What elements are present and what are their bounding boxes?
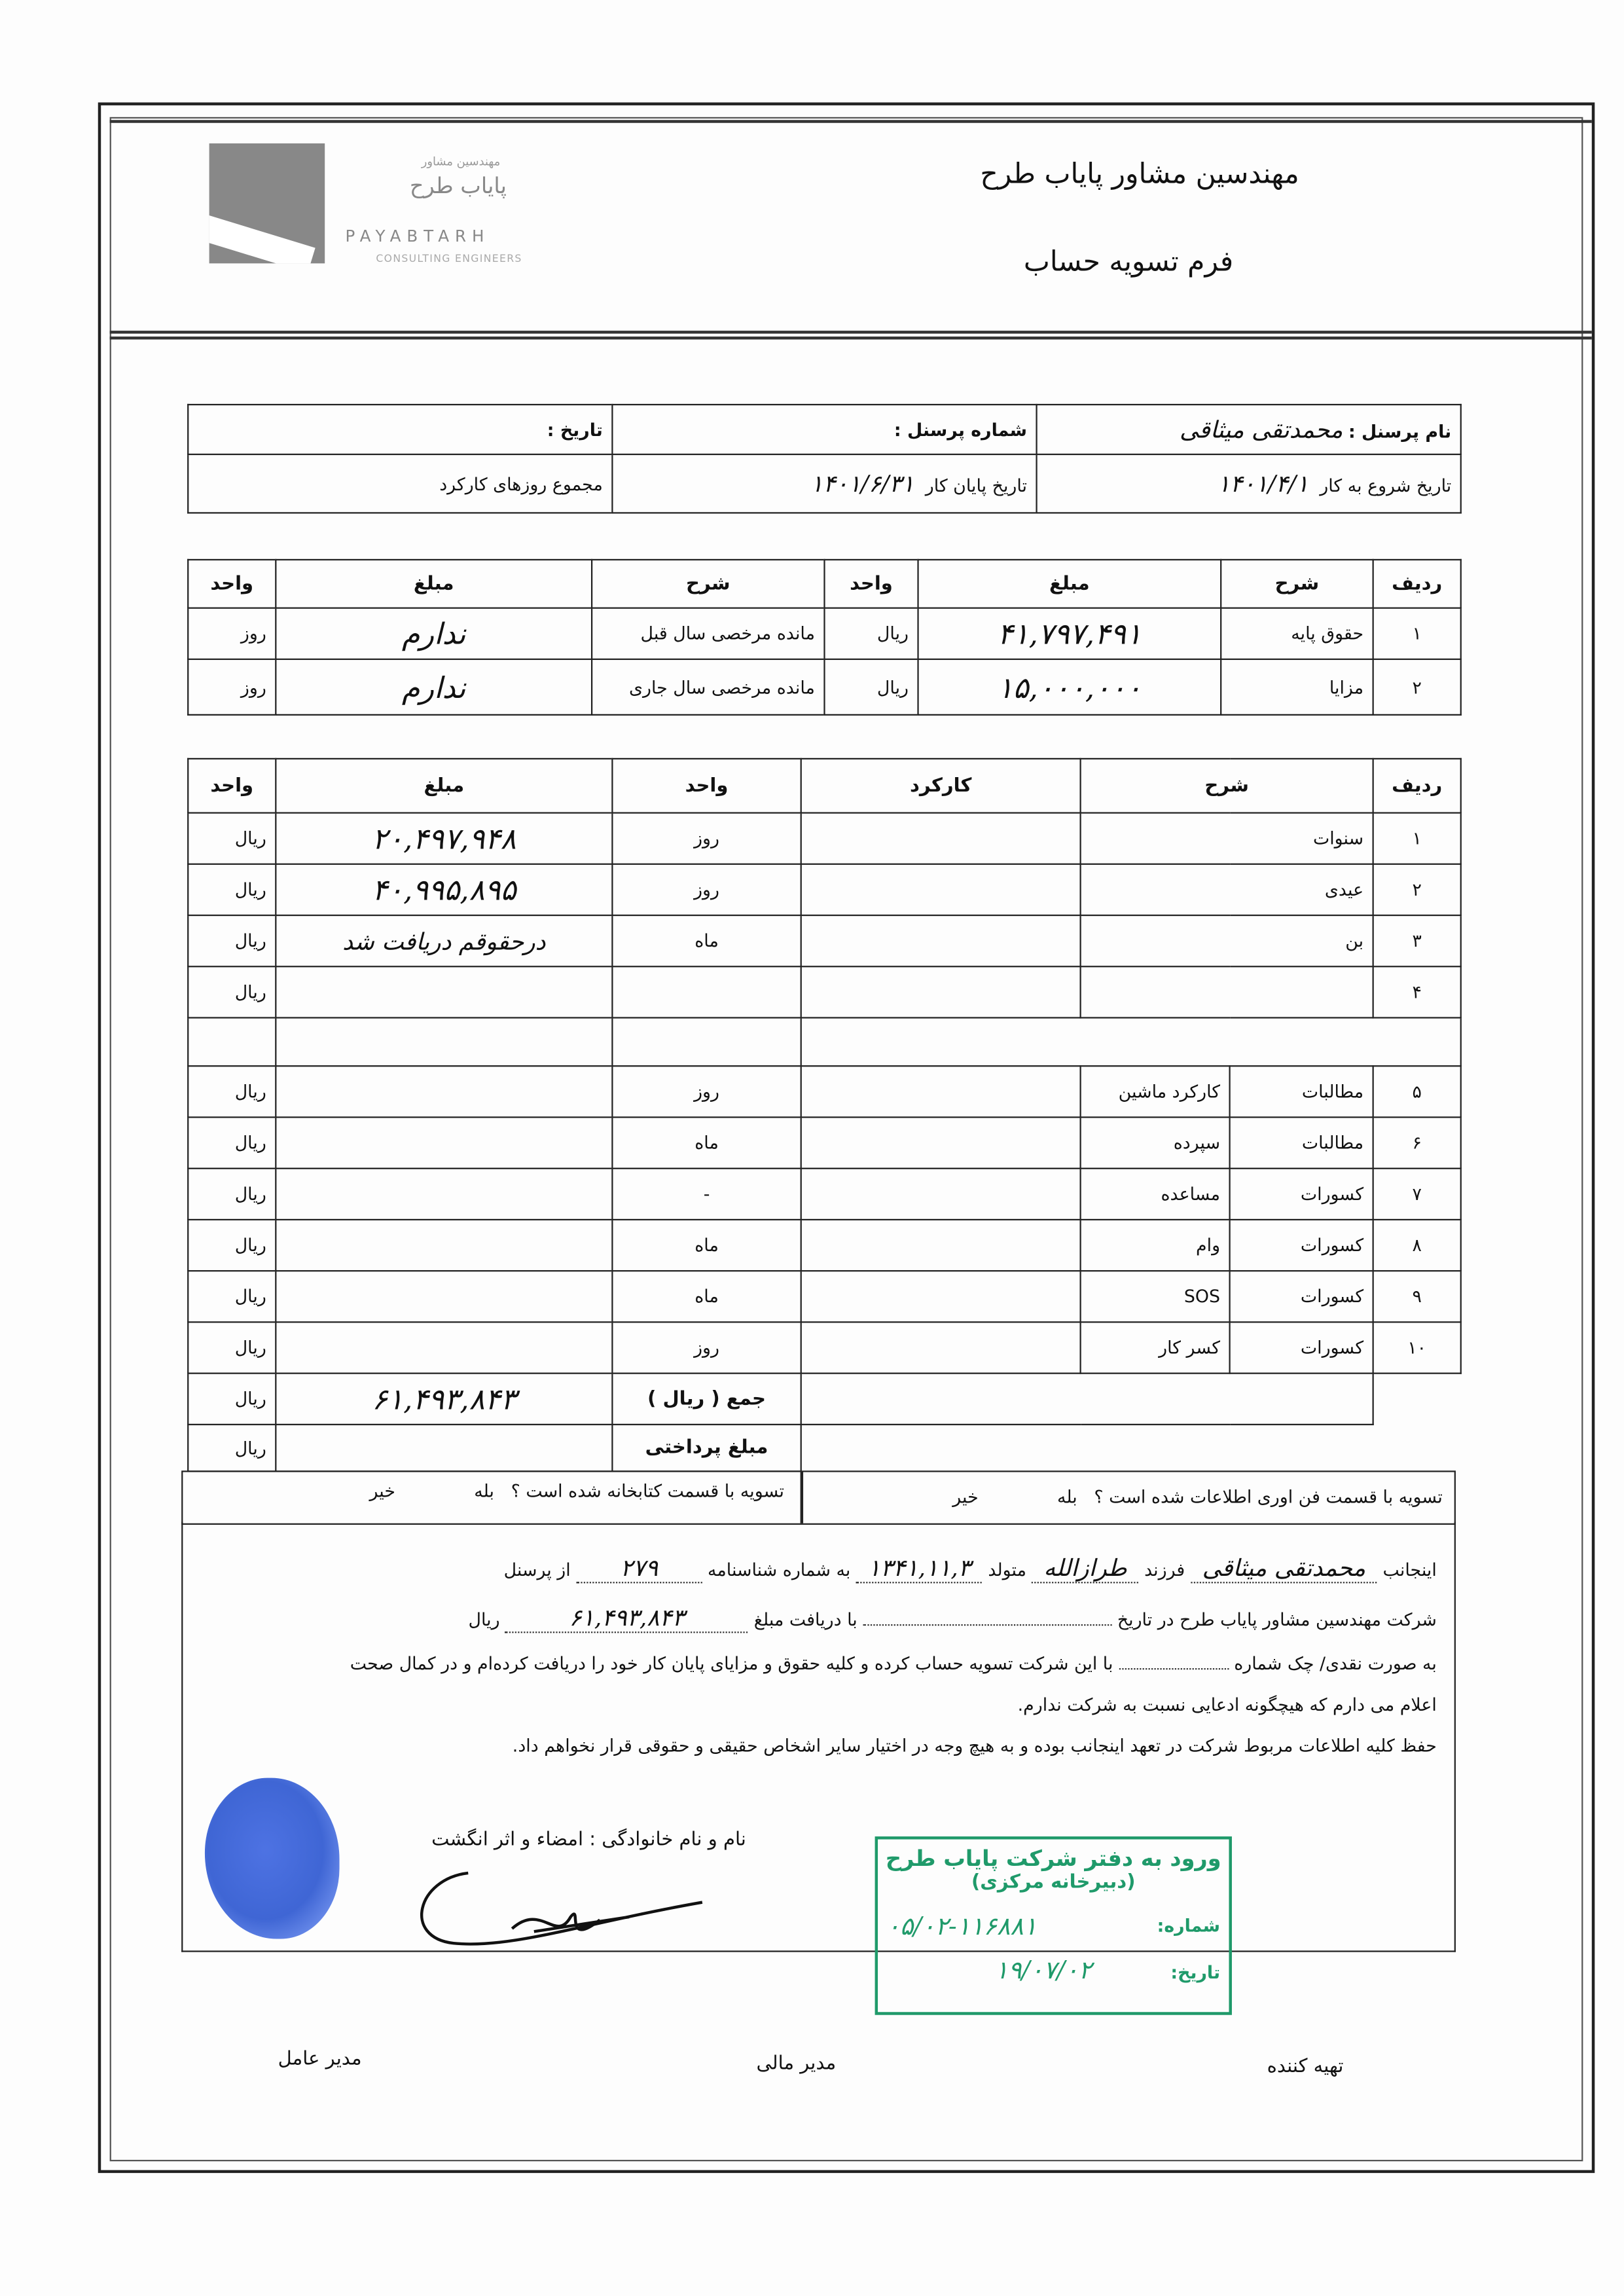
library-question: تسویه با قسمت کتابخانه شده است ؟ xyxy=(511,1480,785,1502)
empty-cell xyxy=(188,1018,276,1066)
row-no: ۱۰ xyxy=(1373,1322,1461,1373)
table-row xyxy=(188,1322,1461,1373)
payable-amount xyxy=(276,1425,612,1472)
total-days-cell xyxy=(188,454,612,513)
stamp-date-label: تاریخ: xyxy=(1170,1962,1221,1983)
row-desc: SOS xyxy=(1081,1271,1230,1322)
text: اینجانب xyxy=(1382,1559,1437,1580)
row-amount2: ندارم xyxy=(276,659,592,715)
name-value: محمدتقی میثاقی xyxy=(1179,415,1343,444)
table-row xyxy=(188,966,1461,1017)
end-date-label: تاریخ پایان کار xyxy=(925,475,1028,496)
signature-label: نام و نام خانوادگی : امضاء و اثر انگشت xyxy=(431,1829,746,1851)
row-unit2: ریال xyxy=(188,1117,276,1168)
cheque-field xyxy=(1119,1668,1229,1669)
row-unit: ماه xyxy=(612,1220,801,1271)
row-unit2: ریال xyxy=(188,1271,276,1322)
row-amount: درحقوقم دریافت شد xyxy=(276,915,612,966)
statement-box xyxy=(181,1522,1456,1952)
end-date-cell xyxy=(612,454,1036,513)
empty-cell xyxy=(1373,1374,1461,1425)
text: به شماره شناسنامه xyxy=(708,1559,851,1580)
company-logo-icon xyxy=(209,143,325,263)
header-cell: واحد xyxy=(188,759,276,813)
row-work xyxy=(801,915,1081,966)
start-date-label: تاریخ شروع به کار xyxy=(1320,475,1452,496)
row-unit2: ریال xyxy=(188,1066,276,1117)
empty-cell xyxy=(612,1018,801,1066)
row-category: مطالبات xyxy=(1230,1117,1373,1168)
row-work xyxy=(801,1066,1081,1117)
table-row xyxy=(188,608,1461,659)
start-date-value: ۱۴۰۱/۴/۱ xyxy=(1217,469,1309,498)
row-unit: - xyxy=(612,1169,801,1220)
preparer-label: تهیه کننده xyxy=(1267,2056,1344,2078)
row-work xyxy=(801,1220,1081,1271)
registry-stamp xyxy=(875,1836,1232,2015)
row-unit2: ریال xyxy=(188,864,276,915)
row-desc: کارکرد ماشین xyxy=(1081,1066,1230,1117)
name-cell xyxy=(1037,405,1461,454)
row-desc2: مانده مرخصی سال جاری xyxy=(592,659,824,715)
header-cell: مبلغ xyxy=(276,759,612,813)
personnel-no-cell xyxy=(612,405,1036,454)
row-work xyxy=(801,864,1081,915)
header-cell: شرح xyxy=(1081,759,1373,813)
row-no: ۷ xyxy=(1373,1169,1461,1220)
text: از پرسنل xyxy=(503,1559,571,1580)
start-date-cell xyxy=(1037,454,1461,513)
statement-line-4: اعلام می دارم که هیچگونه ادعایی نسبت به شرکت ندارم. xyxy=(1017,1694,1437,1715)
total-unit: ریال xyxy=(188,1374,276,1425)
table-row xyxy=(188,1066,1461,1117)
blank-row xyxy=(188,1018,1461,1066)
row-amount xyxy=(276,1169,612,1220)
row-desc: مزایا xyxy=(1221,659,1373,715)
row-unit2: روز xyxy=(188,659,276,715)
signature-icon xyxy=(410,1861,732,1952)
header-cell: مبلغ xyxy=(918,560,1221,608)
row-amount: ۴۱,۷۹۷,۴۹۱ xyxy=(918,608,1221,659)
date-cell xyxy=(188,405,612,454)
text: با دریافت مبلغ xyxy=(753,1609,857,1630)
id-value: ۲۷۹ xyxy=(576,1554,702,1584)
row-desc: بن xyxy=(1081,915,1373,966)
text: فرزند xyxy=(1144,1559,1185,1580)
row-desc: مساعده xyxy=(1081,1169,1230,1220)
row-no: ۲ xyxy=(1373,864,1461,915)
total-days-label: مجموع روزهای کارکرد xyxy=(439,473,603,494)
form-title: فرم تسویه حساب xyxy=(1023,246,1234,278)
row-no: ۶ xyxy=(1373,1117,1461,1168)
row-no: ۱ xyxy=(1373,813,1461,864)
row-category: کسورات xyxy=(1230,1322,1373,1373)
logo-text-en: PAYABTARH xyxy=(345,227,490,246)
salary-table xyxy=(187,559,1462,716)
name-value: محمدتقی میثاقی xyxy=(1191,1554,1377,1584)
row-work xyxy=(801,1117,1081,1168)
empty-cell xyxy=(801,1425,1461,1472)
items-table xyxy=(187,758,1462,1472)
row-amount xyxy=(276,1271,612,1322)
row-unit: ماه xyxy=(612,1117,801,1168)
empty-cell xyxy=(276,1018,612,1066)
row-amount xyxy=(276,1066,612,1117)
row-amount xyxy=(276,966,612,1017)
text: شرکت مهندسین مشاور پایاب طرح در تاریخ xyxy=(1117,1609,1437,1630)
table-row xyxy=(188,1117,1461,1168)
total-label: جمع ( ریال ) xyxy=(612,1374,801,1425)
row-work xyxy=(801,1271,1081,1322)
payable-unit: ریال xyxy=(188,1425,276,1472)
table-row xyxy=(188,659,1461,715)
statement-line-2 xyxy=(469,1604,1437,1633)
row-no: ۵ xyxy=(1373,1066,1461,1117)
table-row xyxy=(188,864,1461,915)
row-unit2: ریال xyxy=(188,1322,276,1373)
personnel-info-table xyxy=(187,404,1462,514)
total-row xyxy=(188,1374,1461,1425)
row-no: ۳ xyxy=(1373,915,1461,966)
row-desc xyxy=(1081,966,1373,1017)
row-amount: ۱۵,۰۰۰,۰۰۰ xyxy=(918,659,1221,715)
row-unit: ریال xyxy=(824,659,918,715)
name-label: نام پرسنل : xyxy=(1348,421,1452,443)
header-cell: واحد xyxy=(824,560,918,608)
row-desc: عیدی xyxy=(1081,864,1373,915)
table-row xyxy=(188,1220,1461,1271)
stamp-line-1: ورود به دفتر شرکت پایاب طرح xyxy=(885,1845,1221,1872)
empty-cell xyxy=(801,1018,1461,1066)
row-work xyxy=(801,1322,1081,1373)
row-unit: ریال xyxy=(824,608,918,659)
clearance-row xyxy=(181,1470,1456,1525)
statement-line-5: حفظ کلیه اطلاعات مربوط شرکت در تعهد اینجانب بوده و به هیچ وجه در اختیار سایر اشخاص حقیقی و حقوقی قرار نخواهم داد. xyxy=(512,1735,1437,1757)
row-unit2: ریال xyxy=(188,813,276,864)
header-cell: شرح xyxy=(1221,560,1373,608)
row-desc2: مانده مرخصی سال قبل xyxy=(592,608,824,659)
row-unit xyxy=(612,966,801,1017)
row-amount xyxy=(276,1117,612,1168)
row-unit: روز xyxy=(612,1066,801,1117)
row-amount: ۲۰,۴۹۷,۹۴۸ xyxy=(276,813,612,864)
row-unit2: ریال xyxy=(188,915,276,966)
birth-value: ۱۳۴۱,۱۱,۳ xyxy=(856,1554,983,1584)
row-unit: روز xyxy=(612,813,801,864)
form-header xyxy=(110,120,1592,339)
finance-manager-label: مدیر مالی xyxy=(756,2052,837,2075)
it-question: تسویه با قسمت فن اوری اطلاعات شده است ؟ xyxy=(1094,1486,1443,1508)
table-row xyxy=(188,915,1461,966)
row-desc: سنوات xyxy=(1081,813,1373,864)
it-yes-option[interactable]: بله xyxy=(1057,1486,1077,1508)
header-cell: مبلغ xyxy=(276,560,592,608)
company-name: مهندسین مشاور پایاب طرح xyxy=(980,158,1299,191)
text: ریال xyxy=(468,1609,500,1630)
row-no: ۸ xyxy=(1373,1220,1461,1271)
row-unit: ماه xyxy=(612,1271,801,1322)
personnel-no-label: شماره پرسنل : xyxy=(893,419,1028,440)
total-amount: ۶۱,۴۹۳,۸۴۳ xyxy=(276,1374,612,1425)
row-category: مطالبات xyxy=(1230,1066,1373,1117)
row-unit2: ریال xyxy=(188,966,276,1017)
row-unit: روز xyxy=(612,1322,801,1373)
logo-text-small: مهندسین مشاور xyxy=(421,155,501,169)
row-no: ۲ xyxy=(1373,659,1461,715)
row-desc: سپرده xyxy=(1081,1117,1230,1168)
row-category: کسورات xyxy=(1230,1271,1373,1322)
row-work xyxy=(801,813,1081,864)
row-work xyxy=(801,966,1081,1017)
date-label: تاریخ : xyxy=(547,419,603,440)
table-row xyxy=(188,813,1461,864)
row-work xyxy=(801,1169,1081,1220)
row-unit: روز xyxy=(612,864,801,915)
header-cell: کارکرد xyxy=(801,759,1081,813)
logo-text-sub: CONSULTING ENGINEERS xyxy=(376,253,522,265)
row-desc: وام xyxy=(1081,1220,1230,1271)
stamp-line-2: (دبیرخانه مرکزی) xyxy=(971,1871,1136,1894)
row-unit2: ریال xyxy=(188,1220,276,1271)
payable-row xyxy=(188,1425,1461,1472)
header-cell: شرح xyxy=(592,560,824,608)
header-cell: واحد xyxy=(188,560,276,608)
text: با این شرکت تسویه حساب کرده و کلیه حقوق و مزایای پایان کار خود را دریافت کرده‌ام و در کمال صحت xyxy=(350,1653,1113,1674)
row-amount xyxy=(276,1322,612,1373)
library-no-option[interactable]: خیر xyxy=(369,1480,395,1502)
row-unit2: روز xyxy=(188,608,276,659)
amount-value: ۶۱,۴۹۳,۸۴۳ xyxy=(505,1604,748,1633)
library-clearance xyxy=(369,1481,784,1501)
end-date-value: ۱۴۰۱/۶/۳۱ xyxy=(810,469,914,498)
row-no: ۱ xyxy=(1373,608,1461,659)
logo-text-fa: پایاب طرح xyxy=(409,172,507,199)
empty-cell xyxy=(801,1374,1373,1425)
header-cell: ردیف xyxy=(1373,759,1461,813)
ceo-label: مدیر عامل xyxy=(278,2049,362,2071)
header-cell: واحد xyxy=(612,759,801,813)
table-row xyxy=(188,1271,1461,1322)
library-yes-option[interactable]: بله xyxy=(474,1480,495,1502)
stamp-date-value: ۱۹/۰۷/۰۲ xyxy=(994,1956,1092,1986)
statement-line-1 xyxy=(504,1554,1437,1584)
stamp-number-value: ۰۵/۰۲-۱۱۶۸۸۱ xyxy=(886,1912,1038,1942)
father-value: طرازالله xyxy=(1032,1554,1139,1584)
row-desc: حقوق پایه xyxy=(1221,608,1373,659)
row-unit: ماه xyxy=(612,915,801,966)
row-no: ۹ xyxy=(1373,1271,1461,1322)
header-cell: ردیف xyxy=(1373,560,1461,608)
statement-line-3 xyxy=(350,1654,1437,1674)
row-category: کسورات xyxy=(1230,1220,1373,1271)
table-row xyxy=(188,1169,1461,1220)
it-clearance xyxy=(952,1487,1443,1507)
row-no: ۴ xyxy=(1373,966,1461,1017)
payable-label: مبلغ پرداختی xyxy=(612,1425,801,1472)
row-unit2: ریال xyxy=(188,1169,276,1220)
text: به صورت نقدی/ چک شماره xyxy=(1234,1653,1437,1674)
text: متولد xyxy=(988,1559,1026,1580)
row-amount2: ندارم xyxy=(276,608,592,659)
stamp-number-label: شماره: xyxy=(1157,1915,1221,1937)
row-category: کسورات xyxy=(1230,1169,1373,1220)
it-no-option[interactable]: خیر xyxy=(952,1486,979,1508)
row-desc: کسر کار xyxy=(1081,1322,1230,1373)
date-field xyxy=(863,1624,1111,1626)
row-amount xyxy=(276,1220,612,1271)
row-amount: ۴۰,۹۹۵,۸۹۵ xyxy=(276,864,612,915)
